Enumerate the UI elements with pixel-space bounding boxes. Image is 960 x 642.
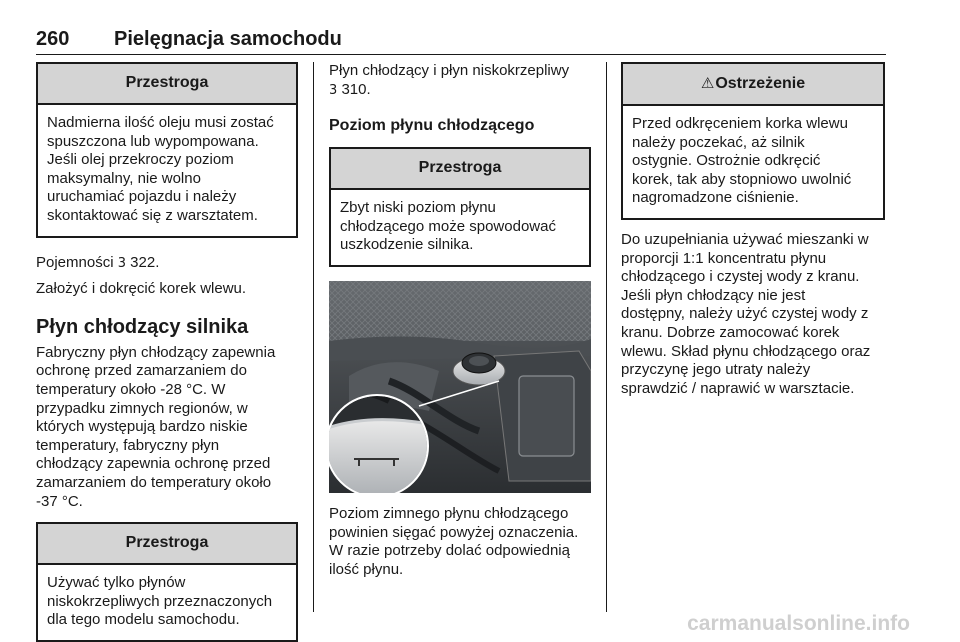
coolant-paragraph xyxy=(36,344,298,511)
text-line: ochronę przed zamarzaniem do xyxy=(36,362,247,380)
header-rule xyxy=(36,54,886,55)
caution-title: Przestroga xyxy=(331,149,589,190)
page-header xyxy=(36,24,886,54)
text-line: Przed odkręceniem korka wlewu xyxy=(632,115,848,132)
text-line: Jeśli płyn chłodzący nie jest xyxy=(621,286,806,304)
capacities-label: Pojemności xyxy=(36,253,114,271)
text-line: ilość płynu. xyxy=(329,560,404,578)
text-line: Używać tylko płynów xyxy=(47,574,186,592)
text-line: spuszczona lub wypompowana. xyxy=(47,132,259,150)
cap-instruction: Założyć i dokręcić korek wlewu. xyxy=(36,280,247,298)
engine-bay-illustration xyxy=(329,281,591,493)
text-line: sprawdzić / naprawić w warsztacie. xyxy=(621,379,855,397)
page-number: 260 xyxy=(36,28,70,50)
warning-box xyxy=(621,62,885,220)
text-line: Do uzupełniania używać mieszanki w xyxy=(621,230,869,248)
text-line: ostygnie. Ostrożnie odkręcić xyxy=(632,152,821,170)
text-line: chłodzącego i czystej wody z kranu. xyxy=(621,268,860,286)
text-line: korek, tak aby stopniowo uwolnić xyxy=(632,170,852,188)
page-ref-icon: 3 xyxy=(117,255,126,271)
coolant-reference xyxy=(329,81,591,101)
text-line: temperatury około -28 °C. W xyxy=(36,380,226,398)
coolant-reservoir-photo xyxy=(329,281,591,493)
caution-title: Przestroga xyxy=(38,64,296,105)
coolant-page-link[interactable]: 310. xyxy=(341,80,371,98)
column-divider xyxy=(313,62,314,612)
warning-title xyxy=(623,64,883,106)
warning-body xyxy=(623,106,883,218)
text-line: chłodzącego może spowodować xyxy=(340,217,556,235)
text-line: Fabryczny płyn chłodzący zapewnia xyxy=(36,343,276,361)
text-line: przyczynę jego utraty należy xyxy=(621,361,811,379)
text-line: nagromadzone ciśnienie. xyxy=(632,189,799,207)
text-line: Poziom zimnego płynu chłodzącego xyxy=(329,504,569,522)
text-line: W razie potrzeby dolać odpowiednią xyxy=(329,542,570,560)
caution-body xyxy=(38,105,296,236)
capacities-page-link[interactable]: 322. xyxy=(130,253,160,271)
text-line: temperatury, fabryczny płyn xyxy=(36,436,220,454)
column-1 xyxy=(36,62,298,642)
text-line: których występują bardzo niskie xyxy=(36,418,248,436)
caution-title: Przestroga xyxy=(38,524,296,565)
caution-body xyxy=(38,565,296,640)
warning-title-text: Ostrzeżenie xyxy=(715,75,806,92)
text-line: -37 °C. xyxy=(36,492,83,510)
text-line: kranu. Dobrze zamocować korek xyxy=(621,323,840,341)
text-line: wlewu. Skład płynu chłodzącego oraz xyxy=(621,342,871,360)
text-line: uruchamiać pojazdu i należy xyxy=(47,188,237,206)
capacities-reference xyxy=(36,254,298,274)
text-line: Jeśli olej przekroczy poziom xyxy=(47,151,234,169)
column-2 xyxy=(329,62,591,579)
caution-box-antifreeze xyxy=(36,522,298,642)
text-line: chłodzący zapewnia ochronę przed xyxy=(36,455,271,473)
caution-box-low-level xyxy=(329,147,591,267)
caution-body xyxy=(331,190,589,265)
subheading-coolant-level: Poziom płynu chłodzącego xyxy=(329,117,535,135)
text-line: przypadku zimnych regionów, w xyxy=(36,399,248,417)
illustration-caption xyxy=(329,505,591,579)
text-line: dla tego modelu samochodu. xyxy=(47,611,240,629)
text-line: Zbyt niski poziom płynu xyxy=(340,199,496,217)
text-line: maksymalny, nie wolno xyxy=(47,169,201,187)
text-line: dostępny, należy użyć czystej wody z xyxy=(621,305,869,323)
text-line: niskokrzepliwych przeznaczonych xyxy=(47,592,273,610)
chapter-title: Pielęgnacja samochodu xyxy=(114,28,342,50)
text-line: uszkodzenie silnika. xyxy=(340,236,474,254)
text-line: należy poczekać, aż silnik xyxy=(632,133,805,151)
column-divider xyxy=(606,62,607,612)
text-line: zamarzaniem do temperatury około xyxy=(36,473,272,491)
section-heading-coolant: Płyn chłodzący silnika xyxy=(36,315,249,338)
mixture-paragraph xyxy=(621,231,885,398)
page-ref-icon: 3 xyxy=(329,82,338,98)
watermark: carmanualsonline.info xyxy=(687,612,910,635)
text-line: Płyn chłodzący i płyn niskokrzepliwy xyxy=(329,62,570,79)
text-line: skontaktować się z warsztatem. xyxy=(47,206,258,224)
caution-box-oil xyxy=(36,62,298,238)
text-line: proporcji 1:1 koncentratu płynu xyxy=(621,249,827,267)
column-3 xyxy=(621,62,885,398)
text-line: Nadmierna ilość oleju musi zostać xyxy=(47,114,274,131)
text-line: powinien sięgać powyżej oznaczenia. xyxy=(329,523,579,541)
warning-icon: ⚠ xyxy=(700,74,715,92)
